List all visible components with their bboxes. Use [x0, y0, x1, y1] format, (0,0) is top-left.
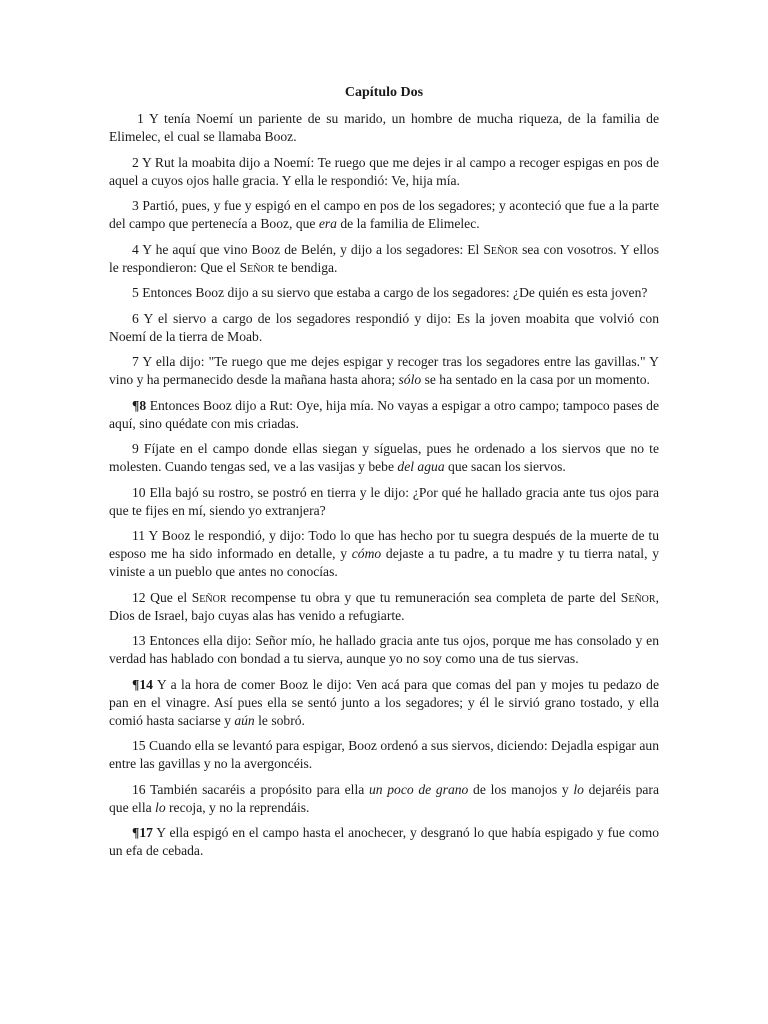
- verse-paragraph: [109, 676, 659, 730]
- italic-text: un poco de grano: [368, 781, 469, 797]
- verse-paragraph: [109, 110, 659, 146]
- verse-text: Y Rut la moabita dijo a Noemí: Te ruego que me dejes ir al campo a recoger espigas en pos de aquel a cuyos ojos halle gracia. Y ella le respondió: Ve, hija mía.: [109, 154, 659, 188]
- verse-number: 7: [132, 354, 139, 369]
- verse-text: Entonces Booz dijo a su siervo que estaba a cargo de los segadores: ¿De quién es esta joven?: [142, 285, 648, 300]
- verse-number: 15: [132, 738, 146, 753]
- verse-text: Y a la hora de comer Booz le dijo: Ven acá para que comas del pan y mojes tu pedazo de pan en el vinagre. Así pues ella se sentó junto a los segadores; y él le sirvió grano tostado, y ella comió hasta saciarse y: [109, 676, 659, 728]
- verse-number: 11: [132, 528, 146, 543]
- italic-text: del agua: [397, 459, 445, 474]
- verse-number: ¶8: [132, 397, 147, 413]
- verse-paragraph: [109, 824, 659, 860]
- verse-paragraph: [109, 154, 659, 190]
- small-caps-text: Señor: [620, 589, 656, 605]
- verse-text: Fíjate en el campo donde ellas siegan y síguelas, pues he ordenado a los siervos que no te molesten. Cuando tengas sed, ve a las vasijas y bebe: [109, 441, 659, 474]
- verse-number: 5: [132, 285, 139, 300]
- small-caps-text: Señor: [191, 589, 227, 605]
- verse-text: Cuando ella se levantó para espigar, Booz ordenó a sus siervos, diciendo: Dejadla espigar aun entre las gavillas y no la avergoncéis.: [109, 738, 659, 771]
- verse-number: 2: [132, 154, 139, 170]
- verse-text: de la familia de Elimelec.: [336, 216, 480, 231]
- verse-number: ¶14: [132, 676, 153, 692]
- verse-paragraph: [109, 440, 659, 476]
- verse-text: dejaréis para que ella: [109, 781, 659, 815]
- verse-number: 12: [132, 589, 146, 605]
- verse-text: se ha sentado en la casa por un momento.: [421, 372, 650, 387]
- verse-text: Entonces ella dijo: Señor mío, he hallado gracia ante tus ojos, porque me has consolado y en verdad has hablado con bondad a tu sierva, aunque yo no soy como una de tus siervas.: [109, 633, 659, 666]
- chapter-title: Capítulo Dos: [344, 85, 424, 100]
- verse-paragraph: [109, 197, 659, 233]
- verse-text: También sacaréis a propósito para ella: [150, 781, 369, 797]
- verse-text: , Dios de Israel, bajo cuyas alas has venido a refugiarte.: [109, 589, 659, 623]
- small-caps-text: Señor: [483, 241, 519, 257]
- verse-number: 13: [132, 633, 146, 648]
- verse-number: 4: [132, 241, 139, 257]
- verse-text: Partió, pues, y fue y espigó en el campo en pos de los segadores; y aconteció que fue a la parte del campo que pertenecía a Booz, que: [109, 198, 659, 231]
- italic-text: cómo: [351, 546, 382, 561]
- verse-text: Y el siervo a cargo de los segadores respondió y dijo: Es la joven moabita que volvió con Noemí de la tierra de Moab.: [109, 310, 659, 344]
- verse-paragraph: [109, 589, 659, 625]
- verse-text: de los manojos y: [468, 781, 574, 797]
- verse-text: Entonces Booz dijo a Rut: Oye, hija mía. No vayas a espigar a otro campo; tampoco pases de aquí, sino quédate con mis criadas.: [109, 397, 659, 431]
- italic-text: lo: [573, 781, 584, 797]
- italic-text: sólo: [398, 372, 422, 387]
- verse-paragraph: [109, 527, 659, 581]
- verse-paragraph: [109, 484, 659, 520]
- verse-text: Y ella dijo: "Te ruego que me dejes espigar y recoger tras los segadores entre las gavillas." Y vino y ha permanecido desde la mañana hasta ahora;: [109, 354, 659, 387]
- document-page: [109, 84, 659, 868]
- italic-text: lo: [155, 799, 166, 815]
- verse-text: que sacan los siervos.: [444, 459, 566, 474]
- verse-list: [109, 110, 659, 860]
- verse-text: Y Booz le respondió, y dijo: Todo lo que has hecho por tu suegra después de la muerte de tu esposo me ha sido informado en detalle, y: [109, 528, 659, 561]
- verse-number: 9: [132, 441, 139, 456]
- italic-text: aún: [234, 712, 255, 728]
- verse-text: recompense tu obra y que tu remuneración sea completa de parte del: [226, 589, 621, 605]
- verse-number: ¶17: [132, 825, 153, 840]
- verse-paragraph: [109, 284, 659, 302]
- verse-text: Y he aquí que vino Booz de Belén, y dijo a los segadores: El: [142, 241, 484, 257]
- verse-number: 16: [132, 781, 146, 797]
- verse-text: te bendiga.: [274, 259, 338, 275]
- verse-text: dejaste a tu padre, a tu madre y tu tierra natal, y viniste a un pueblo que antes no conocías.: [109, 546, 660, 579]
- verse-text: le sobró.: [254, 712, 305, 728]
- verse-paragraph: [109, 781, 659, 817]
- verse-number: 3: [132, 198, 139, 213]
- verse-paragraph: [109, 310, 659, 346]
- verse-text: recoja, y no la reprendáis.: [165, 799, 310, 815]
- verse-paragraph: [109, 632, 659, 668]
- verse-paragraph: [109, 241, 659, 277]
- verse-text: Y ella espigó en el campo hasta el anochecer, y desgranó lo que había espigado y fue como un efa de cebada.: [109, 825, 659, 858]
- verse-number: 1: [137, 111, 144, 126]
- verse-paragraph: [109, 397, 659, 433]
- verse-text: Y tenía Noemí un pariente de su marido, un hombre de mucha riqueza, de la familia de Elimelec, el cual se llamaba Booz.: [109, 111, 659, 144]
- small-caps-text: Señor: [239, 259, 275, 275]
- verse-number: 10: [132, 484, 146, 500]
- verse-number: 6: [132, 310, 139, 326]
- verse-text: sea con vosotros. Y ellos le respondieron: Que el: [109, 241, 659, 275]
- verse-paragraph: [109, 353, 659, 389]
- verse-paragraph: [109, 737, 659, 773]
- italic-text: era: [318, 216, 337, 231]
- verse-text: Que el: [150, 589, 192, 605]
- verse-text: Ella bajó su rostro, se postró en tierra y le dijo: ¿Por qué he hallado gracia ante tus ojos para que te fijes en mí, siendo yo extranjera?: [109, 484, 659, 518]
